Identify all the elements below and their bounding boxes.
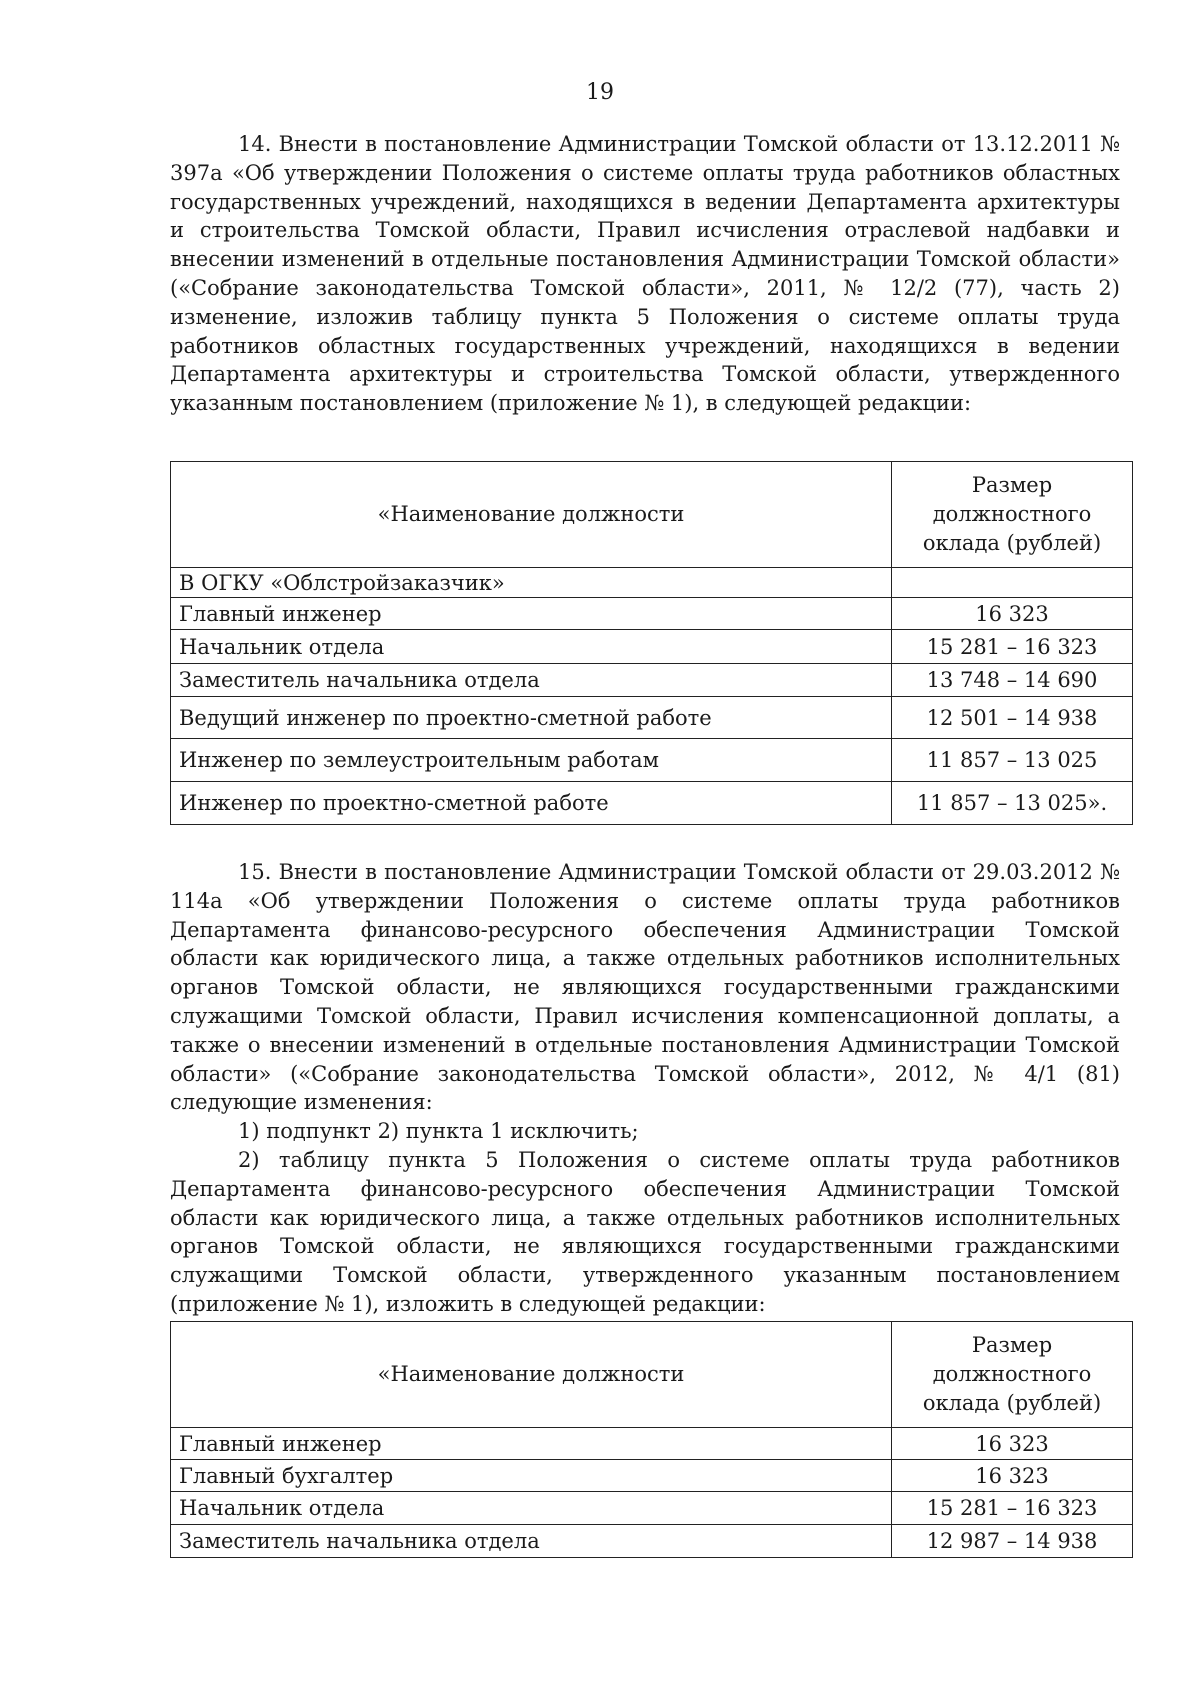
header-salary-line-1: Размер: [971, 1333, 1053, 1357]
salary-table-2: [170, 1321, 1133, 1558]
header-position-name: «Наименование должности: [171, 462, 892, 568]
section-15-item-2: 2) таблицу пункта 5 Положения о системе оплаты труда работников Департамента финансово-ресурсного обеспечения Администрации Томской области как юридического лица, а также отдельных работников исполнительных органов Томской области, не являющихся государственными гражданскими служащими Томской области, утвержденного указанным постановлением (приложение № 1), изложить в следующей редакции:: [170, 1147, 1120, 1316]
row-salary-value: 11 857 – 13 025».: [892, 782, 1133, 825]
section-15-text: 15. Внести в постановление Администрации Томской области от 29.03.2012 № 114а «Об утверждении Положения о системе оплаты труда работников Департамента финансово-ресурсного обеспечения Администрации Томской области как юридического лица, а также отдельных работников исполнительных органов Томской области, не являющихся государственными гражданскими служащими Томской области, Правил исчисления компенсационной доплаты, а также о внесении изменений в отдельные постановления Администрации Томской области» («Собрание законодательства Томской области», 2012, № 4/1 (81) следующие изменения:: [170, 860, 1120, 1115]
salary-table-1: [170, 461, 1133, 825]
header-salary-line-1: Размер: [971, 473, 1053, 497]
row-salary-value: 16 323: [892, 1460, 1133, 1492]
row-position-name: Заместитель начальника отдела: [171, 664, 892, 697]
row-position-name: Главный инженер: [171, 1428, 892, 1460]
page-number: 19: [586, 80, 614, 105]
row-salary-value: 15 281 – 16 323: [892, 1492, 1133, 1525]
table-row: [171, 697, 1133, 739]
row-salary-value: 16 323: [892, 1428, 1133, 1460]
header-salary-line-3: оклада (рублей): [922, 1391, 1102, 1415]
row-salary-value: 13 748 – 14 690: [892, 664, 1133, 697]
row-salary-value: [892, 568, 1133, 598]
row-position-name: Начальник отдела: [171, 630, 892, 664]
header-salary-line-2: должностного: [932, 1362, 1092, 1386]
section-14-text: 14. Внести в постановление Администрации Томской области от 13.12.2011 № 397а «Об утверждении Положения о системе оплаты труда работников областных государственных учреждений, находящихся в ведении Департамента архитектуры и строительства Томской области, Правил исчисления отраслевой надбавки и внесении изменений в отдельные постановления Администрации Томской области» («Собрание законодательства Томской области», 2011, № 12/2 (77), часть 2) изменение, изложив таблицу пункта 5 Положения о системе оплаты труда работников областных государственных учреждений, находящихся в ведении Департамента архитектуры и строительства Томской области, утвержденного указанным постановлением (приложение № 1), в следующей редакции:: [170, 132, 1120, 416]
table-row: [171, 598, 1133, 630]
row-position-name: Заместитель начальника отдела: [171, 1525, 892, 1558]
section-14: [170, 130, 1120, 418]
table-header-row: [171, 462, 1133, 568]
table-row: [171, 568, 1133, 598]
header-salary-line-3: оклада (рублей): [922, 531, 1102, 555]
row-position-name: Ведущий инженер по проектно-сметной работе: [171, 697, 892, 739]
table-row: [171, 1428, 1133, 1460]
header-salary-line-2: должностного: [932, 502, 1092, 526]
table-row: [171, 1492, 1133, 1525]
section-15-item-1: 1) подпункт 2) пункта 1 исключить;: [238, 1119, 639, 1144]
table-row: [171, 1460, 1133, 1492]
row-salary-value: 15 281 – 16 323: [892, 630, 1133, 664]
row-position-name: Инженер по землеустроительным работам: [171, 739, 892, 782]
header-position-name: «Наименование должности: [171, 1322, 892, 1428]
row-salary-value: 16 323: [892, 598, 1133, 630]
table-row: [171, 739, 1133, 782]
row-position-name: Инженер по проектно-сметной работе: [171, 782, 892, 825]
table-header-row: [171, 1322, 1133, 1428]
row-position-name: В ОГКУ «Облстройзаказчик»: [171, 568, 892, 598]
table-row: [171, 664, 1133, 697]
table-row: [171, 1525, 1133, 1558]
row-salary-value: 12 501 – 14 938: [892, 697, 1133, 739]
row-salary-value: 11 857 – 13 025: [892, 739, 1133, 782]
row-salary-value: 12 987 – 14 938: [892, 1525, 1133, 1558]
header-salary-size: [892, 1322, 1133, 1428]
row-position-name: Начальник отдела: [171, 1492, 892, 1525]
header-salary-size: [892, 462, 1133, 568]
row-position-name: Главный бухгалтер: [171, 1460, 892, 1492]
row-position-name: Главный инженер: [171, 598, 892, 630]
section-15: [170, 858, 1120, 1319]
table-row: [171, 782, 1133, 825]
table-row: [171, 630, 1133, 664]
